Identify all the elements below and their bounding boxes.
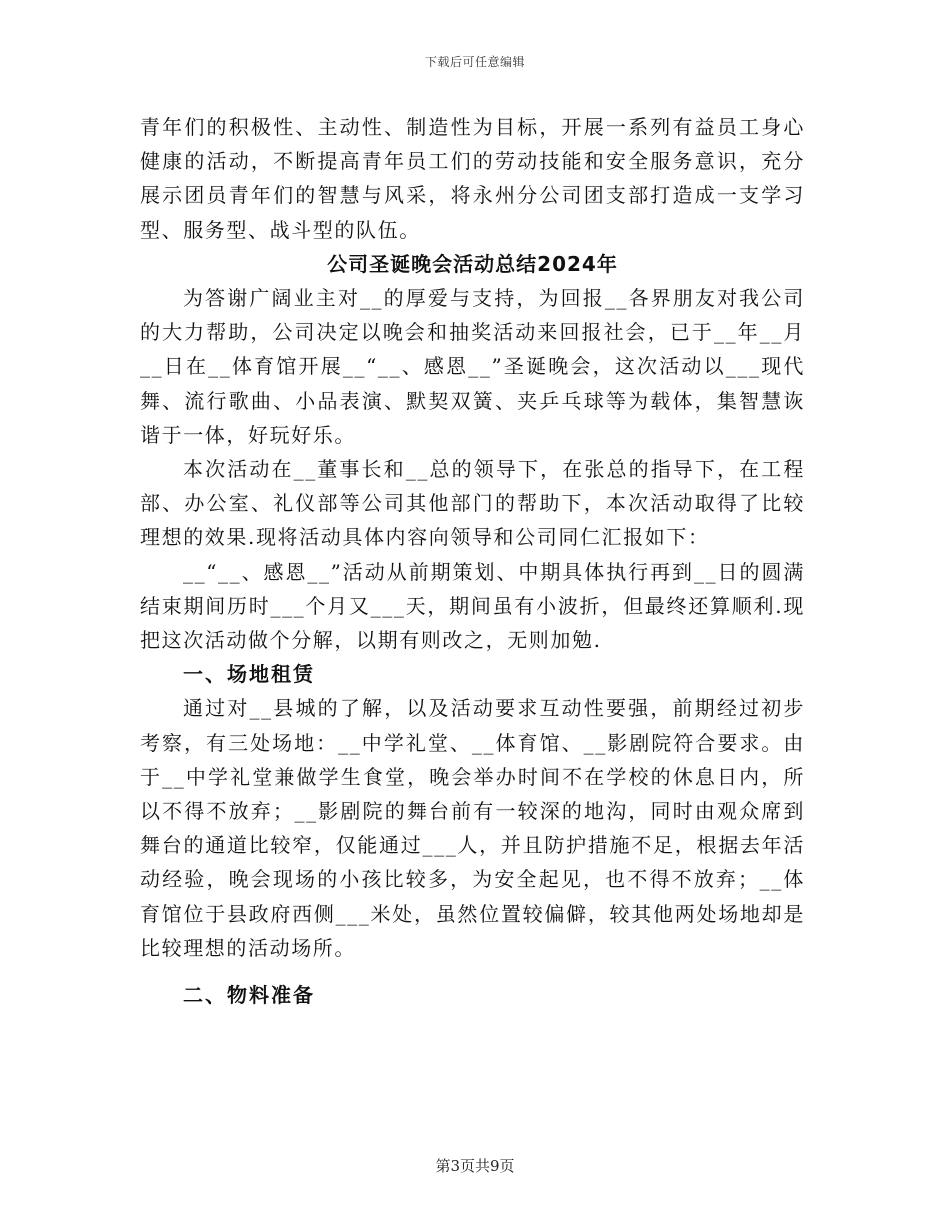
- intro-paragraph: 青年们的积极性、主动性、制造性为目标，开展一系列有益员工身心健康的活动，不断提高青年员工们的劳动技能和安全服务意识，充分展示团员青年们的智慧与风采，将永州分公司团支部打造成一支学习型、服务型、战斗型的队伍。: [140, 115, 805, 242]
- header-note: 下载后可任意编辑: [424, 55, 525, 69]
- document-title: 公司圣诞晚会活动总结2024年: [327, 251, 618, 276]
- document-body: [140, 110, 805, 1012]
- paragraph-overview: __“__、感恩__”活动从前期策划、中期具体执行再到__日的圆满结束期间历时___个月又___天，期间虽有小波折，但最终还算顺利.现把这次活动做个分解，以期有则改之，无则加勉.: [140, 559, 805, 653]
- paragraph-leadership: 本次活动在__董事长和__总的领导下，在张总的指导下，在工程部、办公室、礼仪部等公司其他部门的帮助下，本次活动取得了比较理想的效果.现将活动具体内容向领导和公司同仁汇报如下：: [140, 457, 805, 550]
- paragraph-venue: 通过对__县城的了解，以及活动要求互动性要强，前期经过初步考察，有三处场地：__中学礼堂、__体育馆、__影剧院符合要求。由于__中学礼堂兼做学生食堂，晚会举办时间不在学校的休息日内，所以不得不放弃；__影剧院的舞台前有一较深的地沟，同时由观众席到舞台的通道比较窄，仅能通过___人，并且防护措施不足，根据去年活动经验，晚会现场的小孩比较多，为安全起见，也不得不放弃；__体育馆位于县政府西侧___米处，虽然位置较偏僻，较其他两处场地却是比较理想的活动场所。: [140, 696, 805, 960]
- section-heading-venue: 一、场地租赁: [183, 662, 315, 687]
- section-heading-materials: 二、物料准备: [183, 983, 315, 1008]
- page-number: 第3页共9页: [435, 1157, 515, 1175]
- paragraph-thanks: 为答谢广阔业主对__的厚爱与支持，为回报__各界朋友对我公司的大力帮助，公司决定以晚会和抽奖活动来回报社会，已于__年__月__日在__体育馆开展__“__、感恩__”圣诞晚会，这次活动以___现代舞、流行歌曲、小品表演、默契双簧、夹乒乓球等为载体，集智慧诙谐于一体，好玩好乐。: [140, 286, 805, 447]
